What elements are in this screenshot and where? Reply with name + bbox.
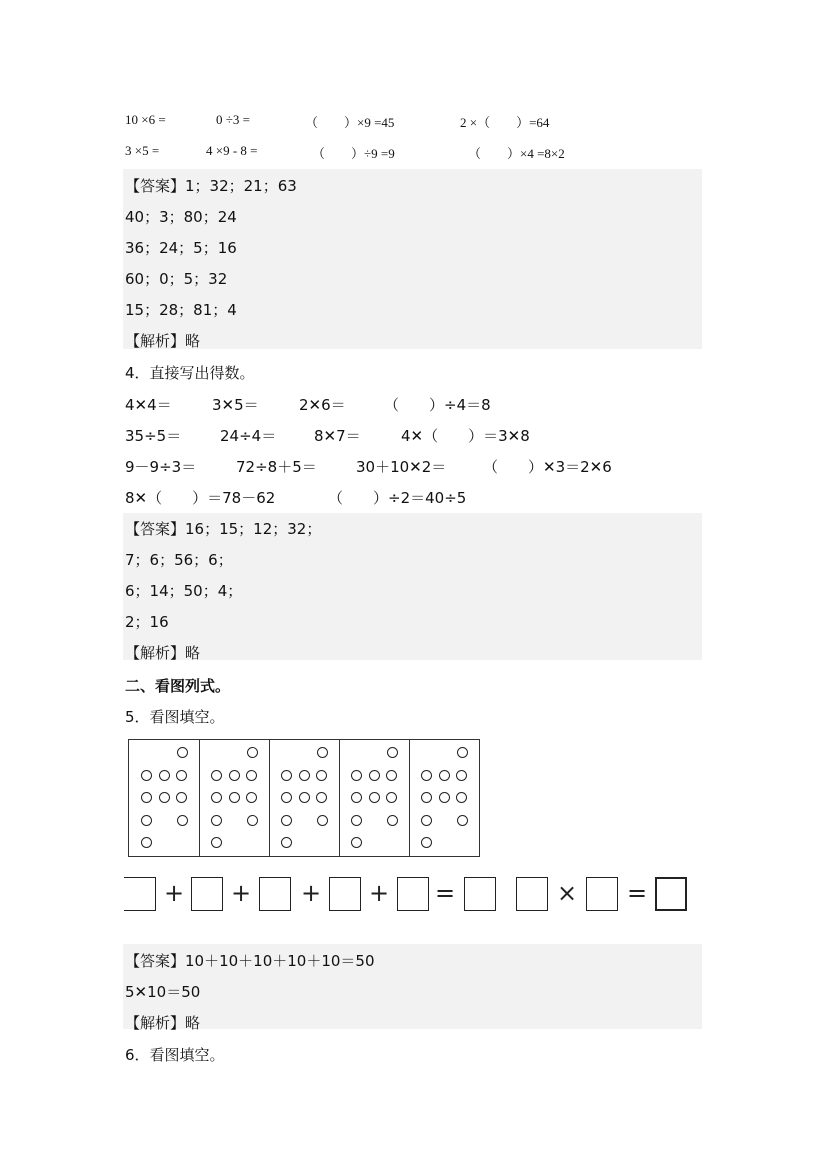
circle-icon <box>176 770 187 781</box>
expr: 3✕5＝ <box>212 396 259 414</box>
expr: （ ）÷4＝8 <box>384 396 491 414</box>
answer-box[interactable] <box>259 877 291 911</box>
circle-icon <box>281 770 292 781</box>
circle-icon <box>369 792 380 803</box>
plus-sign: + <box>301 879 322 907</box>
times-sign: × <box>557 879 578 907</box>
answer-line: 5✕10＝50 <box>125 983 201 1001</box>
circle-icon <box>141 815 152 826</box>
circle-icon <box>211 770 222 781</box>
expr: （ ）×9 =45 <box>305 115 395 130</box>
expr: 4✕（ ）＝3✕8 <box>401 427 530 445</box>
circle-icon <box>159 770 170 781</box>
circle-icon <box>386 770 397 781</box>
expr: 30＋10✕2＝ <box>356 458 447 476</box>
answer-box[interactable] <box>655 877 687 911</box>
expr: （ ）✕3＝2✕6 <box>483 458 612 476</box>
circle-icon <box>247 747 258 758</box>
circle-icon <box>369 770 380 781</box>
question-title: 5．看图填空。 <box>125 708 225 726</box>
circle-icon <box>229 770 240 781</box>
circle-icon <box>457 815 468 826</box>
answer-line: 2；16 <box>125 613 169 631</box>
circle-icon <box>316 770 327 781</box>
answer-block <box>123 169 702 349</box>
expr: 8✕7＝ <box>314 427 361 445</box>
circle-icon <box>176 792 187 803</box>
circle-icon <box>159 792 170 803</box>
circle-icon <box>141 792 152 803</box>
circle-icon <box>246 792 257 803</box>
circle-icon <box>387 815 398 826</box>
question-title: 4．直接写出得数。 <box>125 364 255 382</box>
circle-icon <box>177 747 188 758</box>
answer-line: 7；6；56；6； <box>125 551 233 569</box>
expr: （ ）÷2＝40÷5 <box>328 489 467 507</box>
circle-icon <box>456 792 467 803</box>
answer-line: 【答案】16；15；12；32； <box>125 520 322 538</box>
circle-icon <box>211 837 222 848</box>
circle-icon <box>317 747 328 758</box>
question-title: 6．看图填空。 <box>125 1046 225 1064</box>
expr: 72÷8＋5＝ <box>236 458 317 476</box>
expr: 8✕（ ）＝78－62 <box>125 489 276 507</box>
circle-icon <box>421 837 432 848</box>
circle-icon <box>386 792 397 803</box>
equals-sign: = <box>627 879 648 907</box>
expr: 35÷5＝ <box>125 427 182 445</box>
circle-icon <box>299 792 310 803</box>
circle-icon <box>351 815 362 826</box>
expr: 3 ×5 = <box>125 143 160 158</box>
circle-icon <box>281 815 292 826</box>
analysis-line: 【解析】略 <box>125 644 201 662</box>
circle-icon <box>457 747 468 758</box>
answer-line: 36；24；5；16 <box>125 239 237 257</box>
circle-icon <box>141 837 152 848</box>
circle-icon <box>456 770 467 781</box>
expr: 4 ×9 - 8 = <box>206 143 258 158</box>
circle-figure <box>128 739 480 857</box>
circle-icon <box>299 770 310 781</box>
answer-line: 【答案】10＋10＋10＋10＋10＝50 <box>125 952 375 970</box>
expr: （ ）×4 =8×2 <box>468 146 565 161</box>
circle-icon <box>351 837 362 848</box>
expr: 9－9÷3＝ <box>125 458 197 476</box>
circle-icon <box>351 792 362 803</box>
expr: 2✕6＝ <box>299 396 346 414</box>
expr: 4✕4＝ <box>125 396 172 414</box>
circle-icon <box>351 770 362 781</box>
circle-icon <box>316 792 327 803</box>
circle-icon <box>211 815 222 826</box>
circle-icon <box>229 792 240 803</box>
section-heading: 二、看图列式。 <box>125 677 231 695</box>
answer-line: 60；0；5；32 <box>125 270 228 288</box>
expr: （ ）÷9 =9 <box>312 146 395 161</box>
equals-sign: = <box>435 879 456 907</box>
answer-box[interactable] <box>397 877 429 911</box>
circle-icon <box>141 770 152 781</box>
circle-icon <box>247 815 258 826</box>
answer-line: 15；28；81；4 <box>125 301 237 319</box>
plus-sign: + <box>231 879 252 907</box>
expr: 24÷4＝ <box>220 427 277 445</box>
plus-sign: + <box>369 879 390 907</box>
expr: 0 ÷3 = <box>216 112 250 127</box>
answer-line: 6；14；50；4； <box>125 582 243 600</box>
plus-sign: + <box>164 879 185 907</box>
answer-box[interactable] <box>464 877 496 911</box>
answer-box[interactable] <box>191 877 223 911</box>
analysis-line: 【解析】略 <box>125 332 201 350</box>
circle-icon <box>317 815 328 826</box>
circle-icon <box>421 792 432 803</box>
circle-icon <box>281 837 292 848</box>
answer-box[interactable] <box>516 877 548 911</box>
circle-icon <box>439 792 450 803</box>
answer-box[interactable] <box>329 877 361 911</box>
circle-icon <box>421 770 432 781</box>
circle-icon <box>177 815 188 826</box>
expr: 10 ×6 = <box>125 112 166 127</box>
circle-icon <box>211 792 222 803</box>
circle-icon <box>387 747 398 758</box>
circle-icon <box>421 815 432 826</box>
answer-box[interactable] <box>586 877 618 911</box>
answer-box[interactable] <box>124 877 156 911</box>
circle-icon <box>246 770 257 781</box>
circle-icon <box>439 770 450 781</box>
answer-line: 【答案】1；32；21；63 <box>125 177 297 195</box>
expr: 2 ×（ ）=64 <box>460 115 550 130</box>
circle-icon <box>281 792 292 803</box>
analysis-line: 【解析】略 <box>125 1014 201 1032</box>
answer-line: 40；3；80；24 <box>125 208 237 226</box>
